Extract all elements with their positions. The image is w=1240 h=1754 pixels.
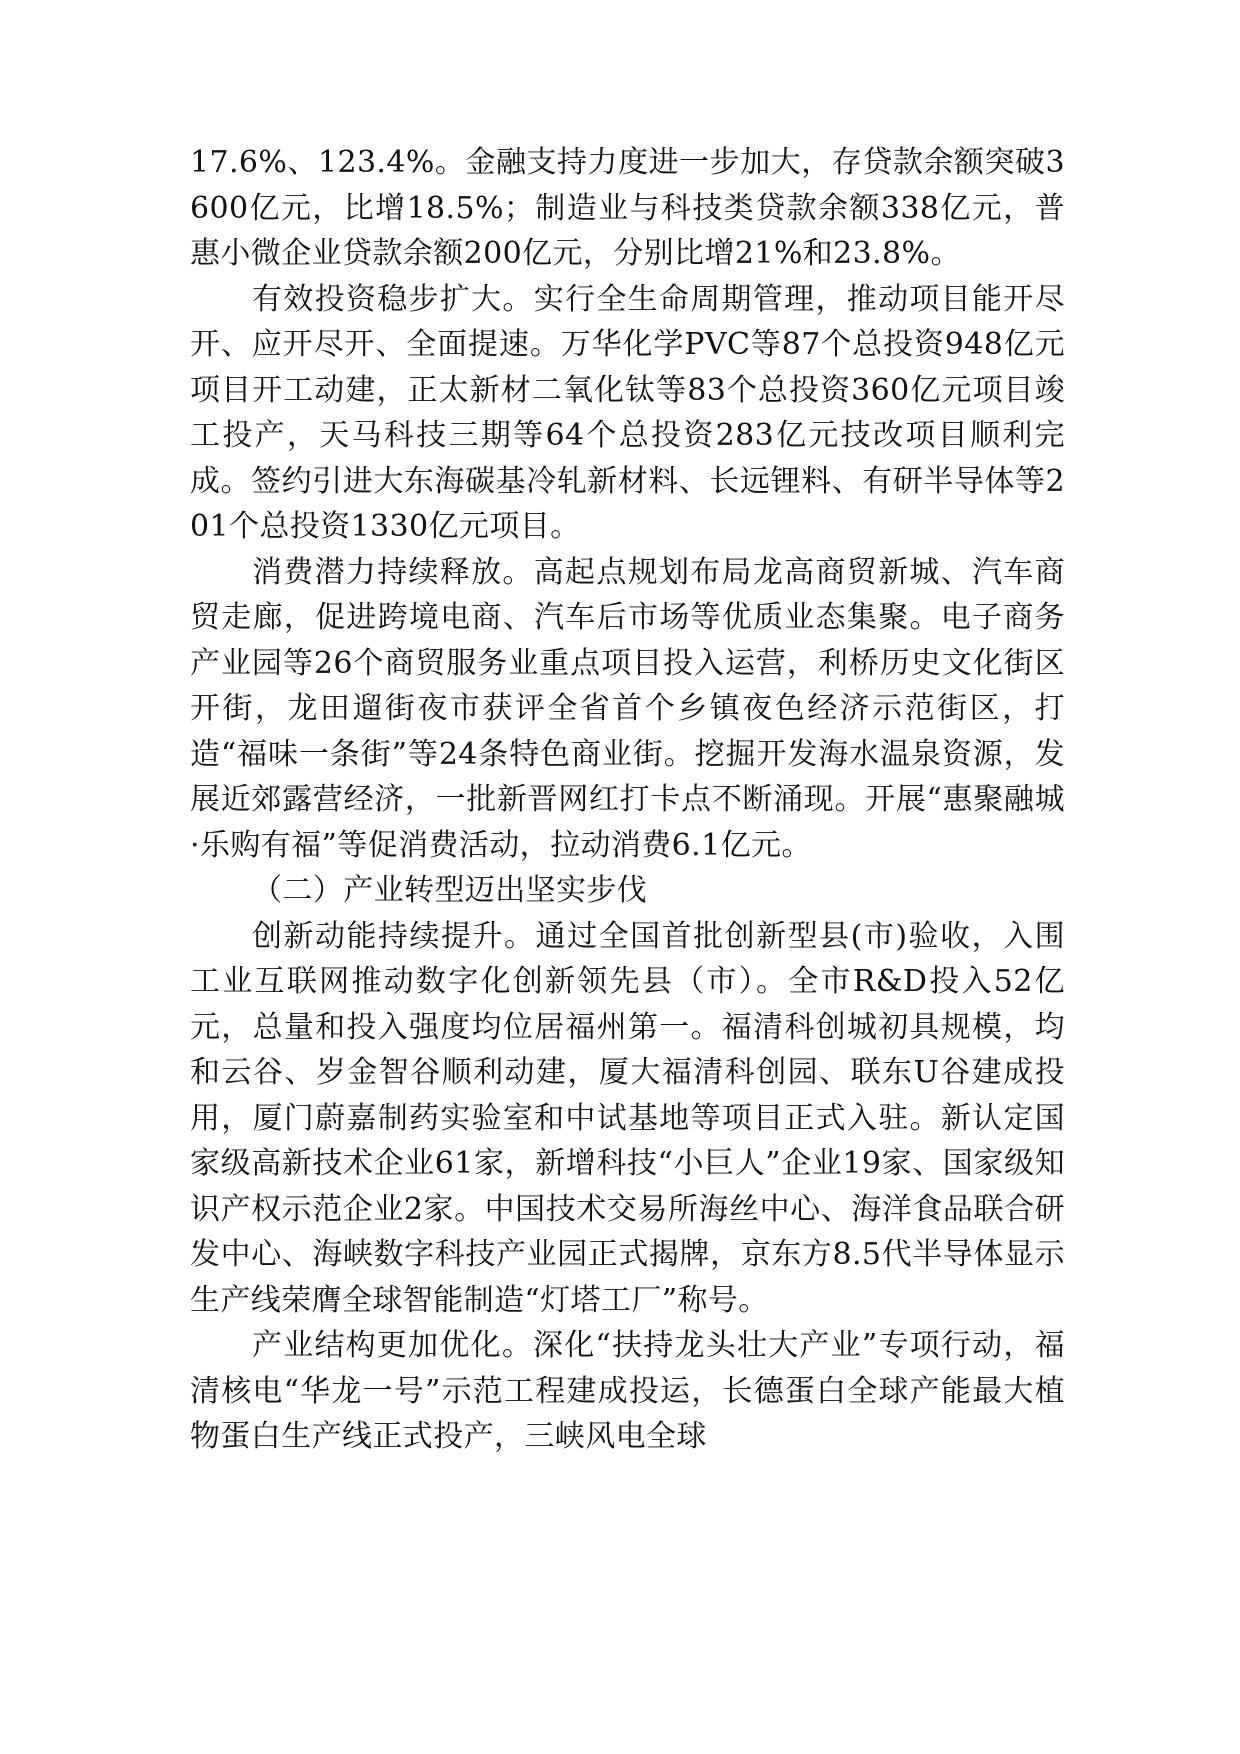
paragraph-industrial-structure: 产业结构更加优化。深化“扶持龙头壮大产业”专项行动，福清核电“华龙一号”示范工程建成投运，长德蛋白全球产能最大植物蛋白生产线正式投产，三峡风电全球 — [190, 1328, 1065, 1454]
paragraph-finance-continuation: 17.6%、123.4%。金融支持力度进一步加大，存贷款余额突破3600亿元，比增18.5%；制造业与科技类贷款余额338亿元，普惠小微企业贷款余额200亿元，分别比增21%和23.8%。 — [190, 145, 1065, 271]
section-heading-industrial-transformation: （二）产业转型迈出坚实步伐 — [252, 873, 648, 908]
paragraph-consumption: 消费潜力持续释放。高起点规划布局龙高商贸新城、汽车商贸走廊，促进跨境电商、汽车后市场等优质业态集聚。电子商务产业园等26个商贸服务业重点项目投入运营，利桥历史文化街区开街，龙田遛街夜市获评全省首个乡镇夜色经济示范街区，打造“福味一条街”等24条特色商业街。挖掘开发海水温泉资源，发展近郊露营经济，一批新晋网红打卡点不断涌现。开展“惠聚融城·乐购有福”等促消费活动，拉动消费6.1亿元。 — [190, 554, 1065, 863]
document-page — [190, 140, 1065, 1460]
paragraph-innovation: 创新动能持续提升。通过全国首批创新型县(市)验收，入围工业互联网推动数字化创新领先县（市）。全市R&D投入52亿元，总量和投入强度均位居福州第一。福清科创城初具规模，均和云谷、岁金智谷顺利动建，厦大福清科创园、联东U谷建成投用，厦门蔚嘉制药实验室和中试基地等项目正式入驻。新认定国家级高新技术企业61家，新增科技“小巨人”企业19家、国家级知识产权示范企业2家。中国技术交易所海丝中心、海洋食品联合研发中心、海峡数字科技产业园正式揭牌，京东方8.5代半导体显示生产线荣膺全球智能制造“灯塔工厂”称号。 — [190, 918, 1065, 1318]
paragraph-effective-investment: 有效投资稳步扩大。实行全生命周期管理，推动项目能开尽开、应开尽开、全面提速。万华化学PVC等87个总投资948亿元项目开工动建，正太新材二氧化钛等83个总投资360亿元项目竣工投产，天马科技三期等64个总投资283亿元技改项目顺利完成。签约引进大东海碳基冷轧新材料、长远锂料、有研半导体等201个总投资1330亿元项目。 — [190, 281, 1065, 544]
